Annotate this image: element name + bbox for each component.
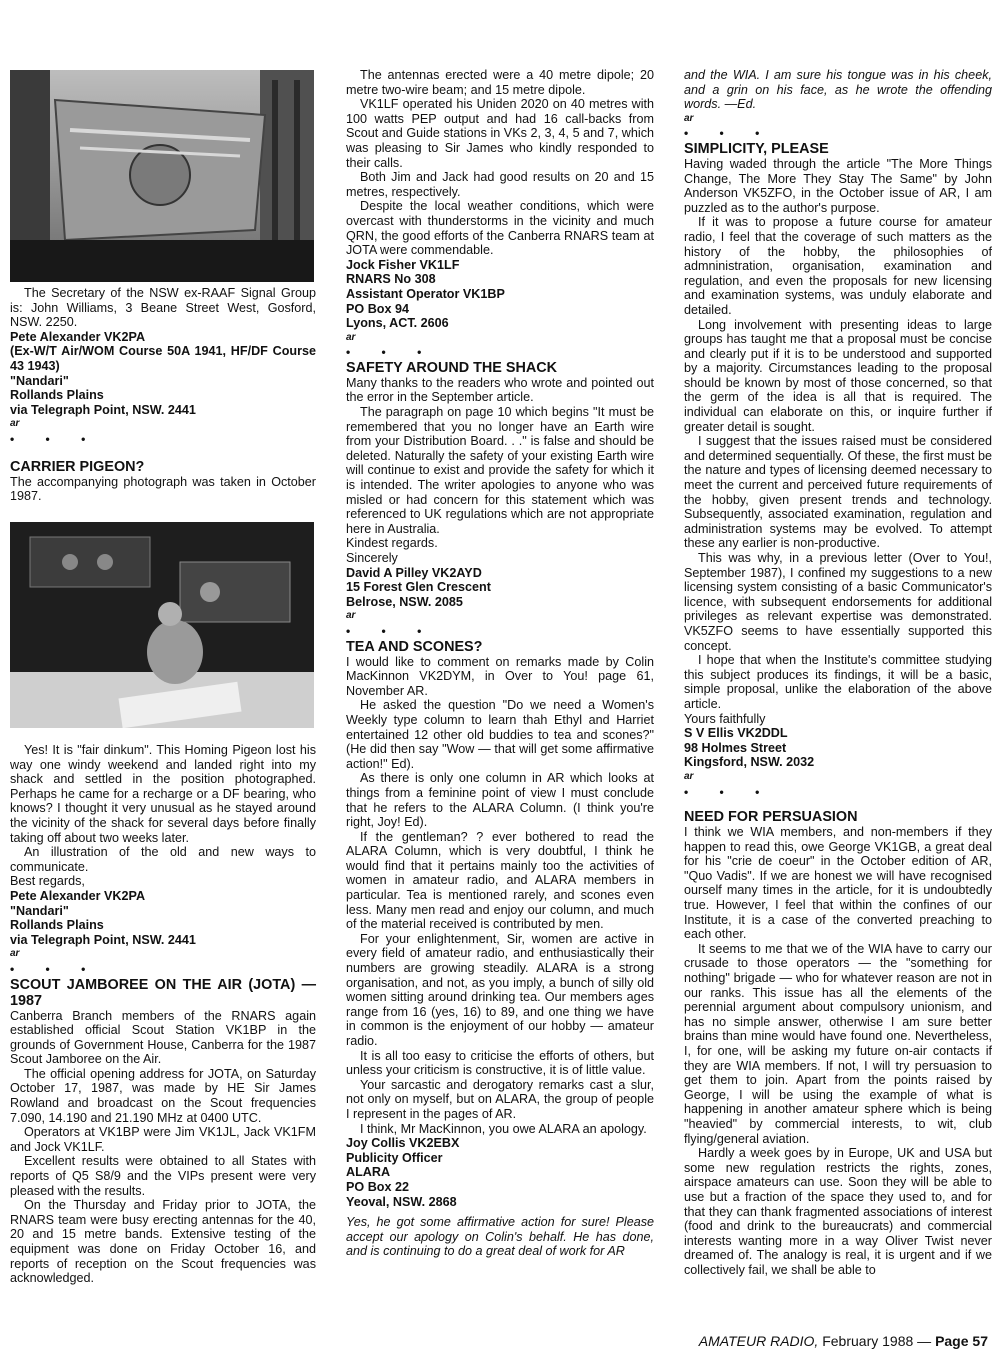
editor-note: Yes, he got some affirmative action for sure! Please accept our apology on Colin's behalf. He has done, and is continuing to do a great deal of work for AR [346,1215,654,1259]
banner-photo-graphic [10,70,314,282]
signature-line: Yeoval, NSW. 2868 [346,1194,457,1209]
simplicity-paragraph: If it was to propose a future course for amateur radio, I feel that the coverage of such matters as the history of the hobby, the philosophies of admninistration, organisation, examination and regulation, and even the proposals for new licensing and examination systems, was unduly elaborate and detailed. [684,215,992,317]
page-footer [699,1332,988,1350]
signature-line: "Nandari" [10,373,69,388]
heading-tea-scones: TEA AND SCONES? [346,638,483,655]
scout-paragraph: On the Thursday and Friday prior to JOTA, the RNARS team were busy erecting antennas for the 40, 20 and 15 metre bands. Extensive testing of the equipment was done on Friday October 16, and reports of reception on the Scout frequencies was acknowledged. [10,1198,316,1286]
section-separator: • • • [346,345,436,360]
persuasion-paragraph: Hardly a week goes by in Europe, UK and USA but some new regulation restricts the rights, zones, airspace amateurs can use. Soon they will be able to use but a fraction of the space they used to, and for that they can thank fragmented associations of interest (food and drink to the bureaucrats) and commercial interests wanting more in a way Oliver Twist never dreamed of. The analogy is real, it is urgent and if we collectively fail, we shall be able to [684,1146,992,1277]
jota-paragraph: Both Jim and Jack had good results on 20 and 15 metres, respectively. [346,170,654,199]
page-number: Page 57 [935,1333,988,1349]
signature-line: S V Ellis VK2DDL [684,726,788,741]
section-separator: • • • [684,126,774,141]
signature-line: PO Box 94 [346,301,409,316]
tea-paragraph: It is all too easy to criticise the efforts of others, but unless your criticism is constructive, it is of little value. [346,1048,654,1078]
article-end-mark: ar [346,610,356,622]
signature-line: 15 Forest Glen Crescent [346,580,491,595]
article-end-mark: ar [346,331,356,343]
tea-paragraph: I would like to comment on remarks made by Colin MacKinnon VK2DYM, in Over to You! page 61, November AR. [346,654,654,698]
tea-paragraph: He asked the question "Do we need a Women's Weekly type column to learn thah Ethyl and Harriet entertained 12 other old buddies to tea and scones?" (He did then say "Wow — that will get some affirmative action!" Ed). [346,698,654,771]
safety-paragraph: The paragraph on page 10 which begins "It must be remembered that you no longer have an Earth wire from your Distribution Board. . ." is false and should be deleted. Naturally the safety of your existing Earth wire will continue to exist and provide the safety for which it is intended. The writer apologies to anyone who was misled or had concern for this statement which was referenced to UK regulations which are not appropriate here in Australia. [346,405,654,536]
simplicity-paragraph: Long involvement with presenting ideas to large groups has taught me that a proposal must be concise and clearly put if it is to be understood and supported by a majority. Circumstances leading to the proposal should be known by most of those concerned, so that the germ of the idea is all that is required. The individual can elaborate on this, or inquire further if greater detail is sought. [684,317,992,434]
signature-line: Lyons, ACT. 2606 [346,316,449,331]
carrier-intro-paragraph: The accompanying photograph was taken in October 1987. [10,474,316,504]
tea-paragraph: Your sarcastic and derogatory remarks cast a slur, not only on myself, but on ALARA, the group of people I represent in the pages of AR. [346,1077,654,1121]
section-separator: • • • [10,961,100,976]
signature-line: Kingsford, NSW. 2032 [684,755,815,770]
closing-line: Sincerely [346,551,398,565]
article-end-mark: ar [10,418,20,430]
tea-paragraph: If the gentleman? ? ever bothered to read the ALARA Column, which is very doubtful, I think he would find that it pertains mainly too the activities of women in amateur radio, and ALARA members in particular. Tea is mentioned rarely, and scones even less. Many men read and enjoy our column, and much of the material received is contributed by men. [346,829,654,932]
signature-line: David A Pilley VK2AYD [346,565,482,580]
heading-safety-shack: SAFETY AROUND THE SHACK [346,359,558,376]
scout-paragraph: Excellent results were obtained to all States with reports of Q5 S8/9 and the VIPs present were very pleased with the results. [10,1154,316,1198]
section-separator: • • • [346,623,436,638]
signature-line: Pete Alexander VK2PA [10,888,146,903]
simplicity-paragraph: This was why, in a previous letter (Over to You!, September 1987), I confined my suggestions to a new licensing system consisting of a basic Communicator's licence, with subsequent endorsements for additional privileges as relevant expertise was demonstrated. VK5ZFO seems to have essentially supported this concept. [684,551,992,653]
simplicity-paragraph: I hope that when the Institute's committee studying this subject produces its findings, it will be a basic, simple proposal, unlike the elaboration of the above article. [684,653,992,711]
signature-line: "Nandari" [10,903,69,918]
article-end-mark: ar [684,770,694,782]
carrier-body-paragraph: An illustration of the old and new ways to communicate. [10,845,316,874]
article-end-mark: ar [684,112,694,124]
tea-paragraph: As there is only one column in AR which looks at things from a feminine point of view I must conclude that he refers to the ALARA Column. (I think you're right, Joy! Ed). [346,771,654,830]
closing-line: Yours faithfully [684,711,766,726]
persuasion-paragraph: I think we WIA members, and non-members if they happen to read this, owe George VK1GB, a great deal for his "crie de coeur" in the October edition of AR, "Quo Vadis". If we are honest we will have recognised ourself many times in the article, for it is undoubtedly true. However, I feel that within the confines of our Institute, it is a case of the converted preaching to each other. [684,825,992,942]
signature-line: Joy Collis VK2EBX [346,1136,460,1151]
signature-line: RNARS No 308 [346,272,436,287]
closing-line: Kindest regards. [346,536,438,551]
column-1-top [10,286,316,504]
scout-paragraph: Canberra Branch members of the RNARS again established official Scout Station VK1BP in the grounds of Government House, Canberra for the 1987 Scout Jamboree on the Air. [10,1008,316,1067]
signature-line: Jock Fisher VK1LF [346,257,460,272]
heading-scout-jamboree: SCOUT JAMBOREE ON THE AIR (JOTA) — 1987 [10,976,316,1009]
column-1-bottom [10,743,316,1286]
editor-note-continued: and the WIA. I am sure his tongue was in his cheek, and a grin on his face, as he wrote the offending words. —Ed. [684,68,992,112]
tea-paragraph: I think, Mr MacKinnon, you owe ALARA an apology. [360,1121,647,1136]
closing-line: Best regards, [10,874,85,889]
article-end-mark: ar [10,948,20,960]
jota-paragraph: The antennas erected were a 40 metre dipole; 20 metre two-wire beam; and 15 metre dipole. [346,68,654,97]
heading-carrier-pigeon: CARRIER PIGEON? [10,458,145,475]
signature-line: ALARA [346,1165,391,1180]
heading-simplicity: SIMPLICITY, PLEASE [684,140,829,157]
scout-paragraph: The official opening address for JOTA, on Saturday October 17, 1987, was made by HE Sir James Rowland and broadcast on the Scout frequencies 7.090, 14.190 and 21.190 MHz at 0400 UTC. [10,1066,316,1125]
signature-line: (Ex-W/T Air/WOM Course 50A 1941, HF/DF Course 43 1943) [10,344,316,373]
pigeon-photo-graphic [10,522,314,728]
section-separator: • • • [10,431,100,446]
signature-line: 98 Holmes Street [684,740,787,755]
jota-paragraph: VK1LF operated his Uniden 2020 on 40 metres with 100 watts PEP output and had 16 call-backs from Scout and Guide stations in VKs 2, 3, 4, 5 and 7, which was pleasing to Sir James who kindly responded to their calls. [346,97,654,170]
secretary-paragraph: The Secretary of the NSW ex-RAAF Signal Group is: John Williams, 3 Beane Street West, Gosford, NSW. 2250. [10,286,316,330]
jota-paragraph: Despite the local weather conditions, which were overcast with thunderstorms in the vicinity and much QRN, the good efforts of the Canberra RNARS team at JOTA were commendable. [346,199,654,258]
signature-line: Publicity Officer [346,1150,443,1165]
signature-line: via Telegraph Point, NSW. 2441 [10,402,196,417]
persuasion-paragraph: It seems to me that we of the WIA have to carry our crusade to those operators — the "something for nothing" brigade — who for whatever reason are not in our ranks. This issue has all the elements of the perennial argument about compulsory unionism, and has no simple answer, otherwise I am sure better brains than mine would have found one. Nevertheless, I, for one, will be asking my future on-air contacts if they are WIA members. If not, I will try persuasion to get them to join. Apart from the points raised by George, I will be using the example of what is happening in another amateur sphere which is being "heavied" by commercial interests, to wit, club flying/general aviation. [684,941,992,1146]
issue-date: February 1988 — [822,1333,932,1349]
signature-line: Belrose, NSW. 2085 [346,594,463,609]
heading-need-persuasion: NEED FOR PERSUASION [684,809,858,826]
simplicity-paragraph: I suggest that the issues raised must be considered and determined sequentially. Of these, the first must be the nature and types of licensing deemed necessary to meet the current and perceived future requirements of the hobby, given present trends and technology. Subsequently, associated examination, regulation and administration systems may be evolved. To attempt these any earlier is non-productive. [684,434,992,551]
carrier-body-paragraph: Yes! It is "fair dinkum". This Homing Pigeon lost his way one windy weekend and landed right into my shack and settled in the position photographed. Perhaps he came for a recharge or a DF bearing, who knows? I thought it very unusual as he stayed around the vicinity of the shack for several days before finally taking off about two weeks later. [10,743,316,845]
pigeon-photo [10,522,314,728]
signature-line: Assistant Operator VK1BP [346,286,505,301]
signature-line: PO Box 22 [346,1179,409,1194]
section-separator: • • • [684,784,774,799]
signature-line: via Telegraph Point, NSW. 2441 [10,932,196,947]
signature-line: Pete Alexander VK2PA [10,329,146,344]
banner-photo [10,70,314,282]
signature-line: Rollands Plains [10,388,104,403]
scout-paragraph: Operators at VK1BP were Jim VK1JL, Jack VK1FM and Jock VK1LF. [10,1125,316,1154]
tea-paragraph: For your enlightenment, Sir, women are active in every field of amateur radio, and enthusiastically their numbers are growing steadily. ALARA is a strong organisation, and not, as you imply, a bunch of silly old women sitting around drinking tea. Our members ages range from 16 (yes, 16) to 89, and one thing we have in common is the enjoyment of our hobby — amateur radio. [346,931,654,1048]
magazine-name: AMATEUR RADIO, [698,1333,819,1349]
simplicity-paragraph: Having waded through the article "The More Things Change, The More They Stay The Same" by John Anderson VK5ZFO, in the October issue of AR, I am puzzled as to the author's purpose. [684,156,992,215]
signature-line: Rollands Plains [10,918,104,933]
column-3 [684,68,992,1278]
column-2 [346,68,654,1259]
safety-paragraph: Many thanks to the readers who wrote and pointed out the error in the September article. [346,375,654,405]
